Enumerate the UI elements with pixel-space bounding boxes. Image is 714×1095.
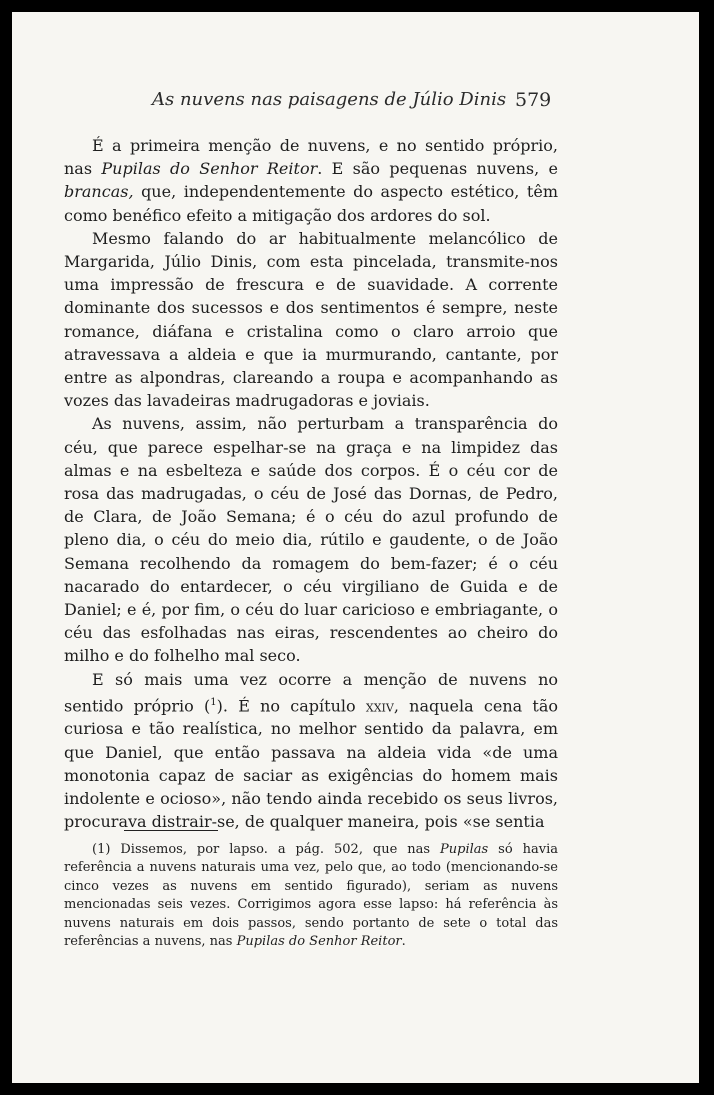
chapter-number: xxiv (365, 696, 394, 716)
paragraph-1 (64, 134, 558, 227)
footnote-segment: Dissemos, por lapso. a pág. 502, que nas (110, 842, 441, 857)
paragraph-text: ). É no capítulo (216, 696, 366, 716)
footnote-marker: (1) (92, 842, 111, 857)
page-number: 579 (515, 89, 552, 111)
emphasis: brancas, (64, 182, 134, 202)
footnote-rule (124, 830, 218, 831)
footnote-reference: 1 (210, 696, 217, 708)
paragraph-text: E só mais uma vez ocorre a menção de nuvens no sentido próprio ( (64, 669, 558, 716)
body-text (64, 134, 558, 833)
book-title: Pupilas (440, 842, 489, 857)
page-header (12, 89, 699, 119)
footnote-segment: só havia referência a nuvens naturais uma vez, pelo que, ao todo (mencionando-se cinco vezes as nuvens em sentido figurado), seriam as nuvens mencionadas seis vezes. Corrigimos agora esse lapso: há referência às nuvens naturais em dois passos, sendo portanto de sete o total das referências a nuvens, nas (64, 842, 558, 950)
paragraph-2: Mesmo falando do ar habitualmente melancólico de Margarida, Júlio Dinis, com esta pincelada, transmite-nos uma impressão de frescura e de suavidade. A corrente dominante dos sucessos e dos sentimentos é sempre, neste romance, diáfana e cristalina como o claro arroio que atravessava a aldeia e que ia murmurando, cantante, por entre as alpondras, clareando a roupa e acompanhando as vozes das lavadeiras madrugadoras e joviais. (64, 228, 558, 411)
paragraph-text: . E são pequenas nuvens, e (317, 159, 559, 179)
paragraph-3: As nuvens, assim, não perturbam a transparência do céu, que parece espelhar-se na graça e na limpidez das almas e na esbelteza e saúde dos corpos. É o céu cor de rosa das madrugadas, o céu de José das Dornas, de Pedro, de Clara, de João Semana; é o céu do azul profundo de pleno dia, o céu do meio dia, rútilo e gaudente, o de João Semana recolhendo da romagem do bem-fazer; é o céu nacarado do entardecer, o céu virgiliano de Guida e de Daniel; e é, por fim, o céu do luar caricioso e embriagante, o céu das esfolhadas nas eiras, rescendentes ao cheiro do milho e do folhelho mal seco. (64, 414, 558, 666)
book-page (12, 12, 699, 1083)
footnote-segment: . (401, 934, 406, 950)
footnote (64, 841, 558, 951)
running-title: As nuvens nas paisagens de Júlio Dinis (152, 89, 507, 110)
book-title: Pupilas do Senhor Reitor (101, 159, 318, 179)
paragraph-4 (64, 668, 558, 834)
book-title: Pupilas do Senhor Reitor (236, 934, 402, 950)
paragraph-text: , naquela cena tão curiosa e tão realística, no melhor sentido da palavra, em que Daniel, que então passava na aldeia vida «de uma monotonia capaz de saciar as exigências do homem mais indolente e ocioso», não tendo ainda recebido os seus livros, procurava distrair-se, de qualquer maneira, pois «se sentia (64, 696, 559, 832)
footnote-text (64, 841, 558, 951)
paragraph-text: É a primeira menção de nuvens, e no sentido próprio, nas (64, 136, 558, 179)
paragraph-text: que, independentemente do aspecto estético, têm como benéfico efeito a mitigação dos ardores do sol. (64, 182, 558, 225)
